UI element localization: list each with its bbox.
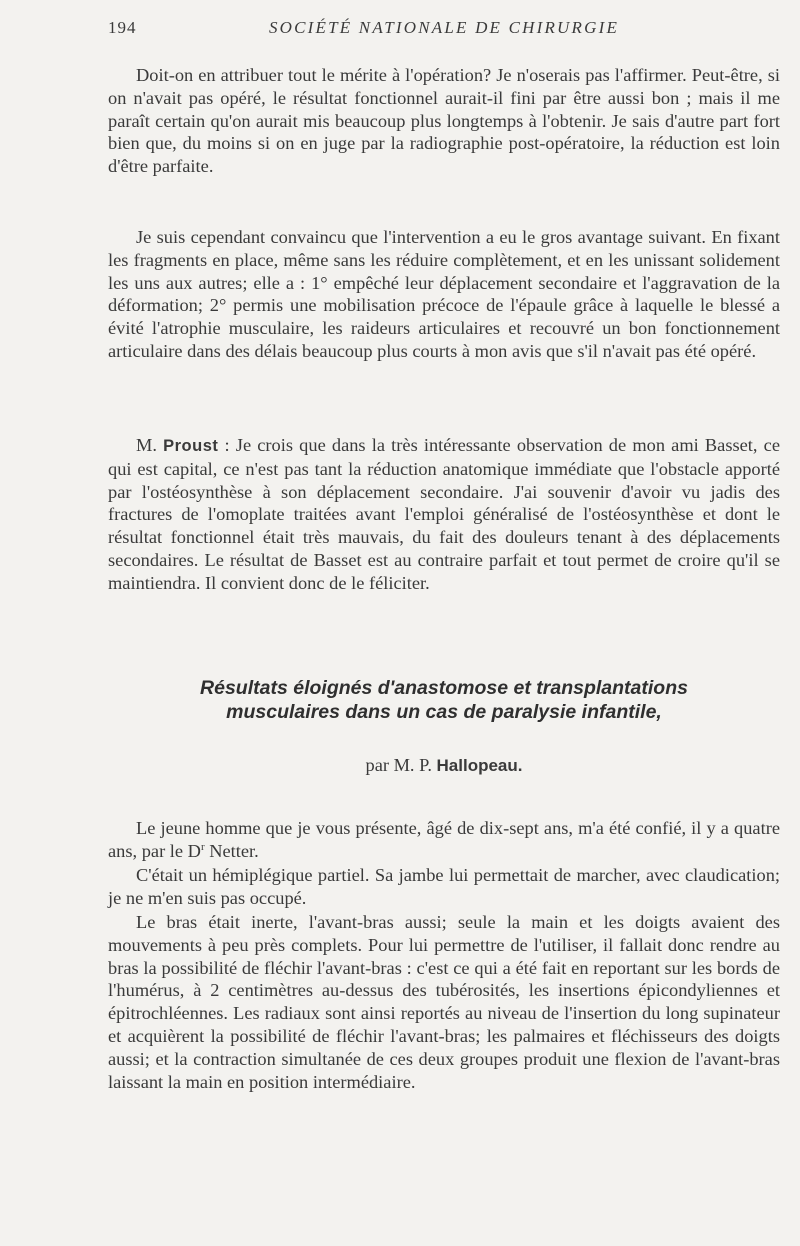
paragraph-4 (108, 817, 780, 863)
page-number: 194 (108, 18, 137, 37)
paragraph-3-text: : Je crois que dans la très intéressante observation de mon ami Basset, ce qui est capital, ce n'est pas tant la réduction anatomique immédiate que l'obstacle apporté par l'ostéosynthèse à son déplacement secondaire. J'ai souvenir d'avoir vu jadis des fractures de l'omoplate traitées avant l'emploi généralisé de l'ostéosynthèse et dont le résultat fonctionnel était très mauvais, du fait des douleurs tenant à des déplacements secondaires. Le résultat de Basset est au contraire parfait et tout permet de croire qu'il se maintiendra. Il convient donc de le féliciter. (108, 435, 780, 593)
paragraph-6: Le bras était inerte, l'avant-bras aussi; seule la main et les doigts avaient des mouvements à peu près complets. Pour lui permettre de l'utiliser, il fallait donc rendre au bras la possibilité de fléchir l'avant-bras : c'est ce qui a été fait en reportant sur les bords de l'humérus, à 2 centimètres au-dessus des tubérosités, les insertions épicondyliennes et épitrochléennes. Les radiaux sont ainsi reportés au niveau de l'insertion du long supinateur et acquièrent la possibilité de fléchir l'avant-bras; les palmaires et fléchisseurs des doigts aussi; et la contraction simultanée de ces deux groupes produit une flexion de l'avant-bras laissant la main en position intermédiaire. (108, 912, 780, 1092)
running-title: SOCIÉTÉ NATIONALE DE CHIRURGIE (268, 18, 620, 37)
paragraph-3 (108, 434, 780, 595)
article-title-line-1: Résultats éloignés d'anastomose et transplantations (200, 677, 688, 699)
speaker-name: Proust (163, 437, 219, 455)
byline (108, 755, 780, 776)
paragraph-1: Doit-on en attribuer tout le mérite à l'opération? Je n'oserais pas l'affirmer. Peut-être, si on n'avait pas opéré, le résultat fonctionnel aurait-il fini par être aussi bon ; mais il me paraît certain qu'on aurait mis beaucoup plus longtemps à l'obtenir. Je sais d'autre part fort bien que, du moins si on en juge par la radiographie post-opératoire, la réduction est loin d'être parfaite. (108, 65, 780, 177)
article-title (108, 676, 780, 724)
paragraph-4-text-a: Le jeune homme que je vous présente, âgé de dix-sept ans, m'a été confié, il y a quatre ans, par le D (108, 818, 780, 861)
author-name: Hallopeau. (436, 756, 523, 775)
paragraph-4-text-b: Netter. (204, 840, 259, 861)
speaker-prefix: M. (136, 435, 164, 455)
paragraph-2: Je suis cependant convaincu que l'intervention a eu le gros avantage suivant. En fixant les fragments en place, même sans les réduire complètement, et en les unissant solidement les uns aux autres; elle a : 1° empêché leur déplacement secondaire et l'aggravation de la déformation; 2° permis une mobilisation précoce de l'épaule grâce à laquelle le blessé a évité l'atrophie musculaire, les raideurs articulaires et recouvré un bon fonctionnement articulaire dans des délais beaucoup plus courts à mon avis que s'il n'avait pas été opéré. (108, 227, 780, 361)
page-header (108, 18, 780, 44)
doctor-superscript: r (200, 840, 205, 853)
paragraph-5: C'était un hémiplégique partiel. Sa jambe lui permettait de marcher, avec claudication; je ne m'en suis pas occupé. (108, 865, 780, 908)
article-title-line-2: musculaires dans un cas de paralysie infantile, (226, 701, 662, 723)
byline-prefix: par M. P. (365, 755, 437, 775)
